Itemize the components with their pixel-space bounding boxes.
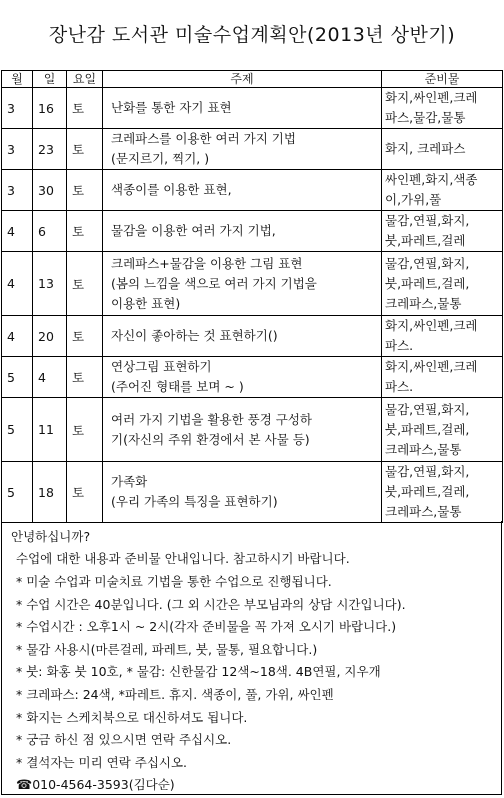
table-row [2,462,503,523]
cell-day: 16 [33,88,67,129]
cell-day: 20 [33,316,67,357]
notice-item: * 궁금 하신 점 있으시면 연락 주십시오. [16,732,232,748]
notice-item: * 붓: 화홍 붓 10호, * 물감: 신한물감 12색~18색. 4B연필, 지우개 [16,664,381,680]
notice-item: * 크레파스: 24색, *파레트. 휴지. 색종이, 풀, 가위, 싸인펜 [16,687,334,702]
materials-line: 이,가위,풀 [385,192,442,207]
materials-line: 화지,싸인펜,크레 [385,318,478,333]
cell-weekday: 토 [67,398,103,462]
table-row [2,357,503,398]
table-row [2,170,503,211]
materials-line: 싸인펜,화지,색종 [385,172,478,187]
notice-section [1,521,502,795]
contact-phone: 010-4564-3593(김다순) [32,777,175,792]
materials-line: 붓,파레트,걸레, [385,421,470,437]
cell-weekday: 토 [67,170,103,211]
header-materials: 준비물 [382,71,503,88]
table-body [2,88,503,523]
cell-month: 4 [2,252,33,316]
table-row [2,398,503,462]
topic-line: 기(자신의 주위 환경에서 본 사물 등) [111,431,310,447]
cell-month: 4 [2,211,33,252]
materials-line: 붓,파레트,걸레, [385,275,470,291]
lesson-plan-table [1,70,503,523]
notice-item: * 수업시간 : 오후1시 ~ 2시(각자 준비물을 꼭 가져 오시기 바랍니다.) [16,619,397,635]
cell-materials [382,462,503,523]
cell-materials [382,88,503,129]
topic-line: 이용한 표현) [111,295,181,311]
cell-topic [103,357,382,398]
cell-day: 11 [33,398,67,462]
cell-day: 30 [33,170,67,211]
notice-item: * 화지는 스케치북으로 대신하셔도 됩니다. [16,709,248,725]
materials-line: 크레파스,물통 [385,295,462,311]
cell-day: 23 [33,129,67,170]
cell-month: 3 [2,170,33,211]
cell-day: 6 [33,211,67,252]
cell-topic [103,129,382,170]
header-topic: 주제 [103,71,382,88]
materials-line: 물감,연필,화지, [385,401,470,417]
materials-line: 물감,연필,화지, [385,255,470,271]
cell-topic [103,211,382,252]
cell-weekday: 토 [67,88,103,129]
cell-month: 5 [2,462,33,523]
cell-weekday: 토 [67,462,103,523]
table-row [2,211,503,252]
header-month: 월 [2,71,33,88]
cell-topic [103,398,382,462]
materials-line: 화지, 크레파스 [385,141,466,156]
cell-weekday: 토 [67,357,103,398]
cell-materials [382,252,503,316]
cell-month: 3 [2,88,33,129]
cell-month: 4 [2,316,33,357]
topic-line: 여러 가지 기법을 활용한 풍경 구성하 [111,411,312,427]
materials-line: 물감,연필,화지, [385,464,470,479]
notice-item: * 물감 사용시(마른걸레, 파레트, 붓, 물통, 필요합니다.) [16,641,318,657]
table-row [2,316,503,357]
notice-item: * 미술 수업과 미술치료 기법을 통한 수업으로 진행됩니다. [16,574,332,589]
cell-weekday: 토 [67,252,103,316]
table-row [2,129,503,170]
topic-line: 물감을 이용한 여러 가지 기법, [111,223,276,238]
table-header-row [2,71,503,88]
cell-materials [382,316,503,357]
header-day: 일 [33,71,67,88]
materials-line: 파스,물감,물통 [385,110,466,125]
topic-line: (봄의 느낌을 색으로 여러 가지 기법을 [111,275,317,291]
cell-topic [103,462,382,523]
cell-weekday: 토 [67,316,103,357]
cell-materials [382,357,503,398]
cell-day: 13 [33,252,67,316]
topic-line: 크레파스+물감을 이용한 그림 표현 [111,255,303,271]
cell-month: 5 [2,357,33,398]
materials-line: 붓,파레트,걸레 [385,233,466,248]
materials-line: 화지,싸인펜,크레 [385,90,478,105]
topic-line: (주어진 형태를 보며 ~ ) [111,379,244,394]
header-weekday: 요일 [67,71,103,88]
materials-line: 화지,싸인펜,크레 [385,359,478,374]
materials-line: 파스. [385,379,414,394]
page-title: 장난감 도서관 미술수업계획안(2013년 상반기) [48,24,456,46]
topic-line: (문지르기, 찍기, ) [111,151,210,166]
materials-line: 크레파스,물통 [385,441,462,457]
cell-weekday: 토 [67,129,103,170]
notice-intro: 수업에 대한 내용과 준비물 안내입니다. 참고하시기 바랍니다. [16,551,350,566]
cell-topic [103,252,382,316]
cell-topic [103,170,382,211]
materials-line: 크레파스,물통 [385,504,462,519]
topic-line: 크레파스를 이용한 여러 가지 기법 [111,131,296,146]
cell-materials [382,170,503,211]
topic-line: (우리 가족의 특징을 표현하기) [111,494,278,509]
cell-materials [382,211,503,252]
cell-topic [103,316,382,357]
topic-line: 색종이를 이용한 표현, [111,182,232,197]
cell-day: 18 [33,462,67,523]
notice-greeting: 안녕하십니까? [11,529,91,544]
materials-line: 붓,파레트,걸레, [385,484,470,499]
topic-line: 난화를 통한 자기 표현 [111,100,232,115]
cell-weekday: 토 [67,211,103,252]
contact-line [16,775,175,793]
notice-item: * 결석자는 미리 연락 주십시오. [16,754,188,770]
materials-line: 파스. [385,338,414,353]
telephone-icon: ☎ [16,778,33,793]
table-row [2,88,503,129]
topic-line: 자신이 좋아하는 것 표현하기() [111,328,278,343]
notice-item: * 수업 시간은 40분입니다. (그 외 시간은 부모님과의 상담 시간입니다). [16,596,406,612]
cell-materials [382,129,503,170]
cell-topic [103,88,382,129]
materials-line: 물감,연필,화지, [385,213,470,228]
cell-month: 5 [2,398,33,462]
topic-line: 연상그림 표현하기 [111,359,212,374]
cell-day: 4 [33,357,67,398]
cell-month: 3 [2,129,33,170]
table-row [2,252,503,316]
cell-materials [382,398,503,462]
topic-line: 가족화 [111,474,148,489]
